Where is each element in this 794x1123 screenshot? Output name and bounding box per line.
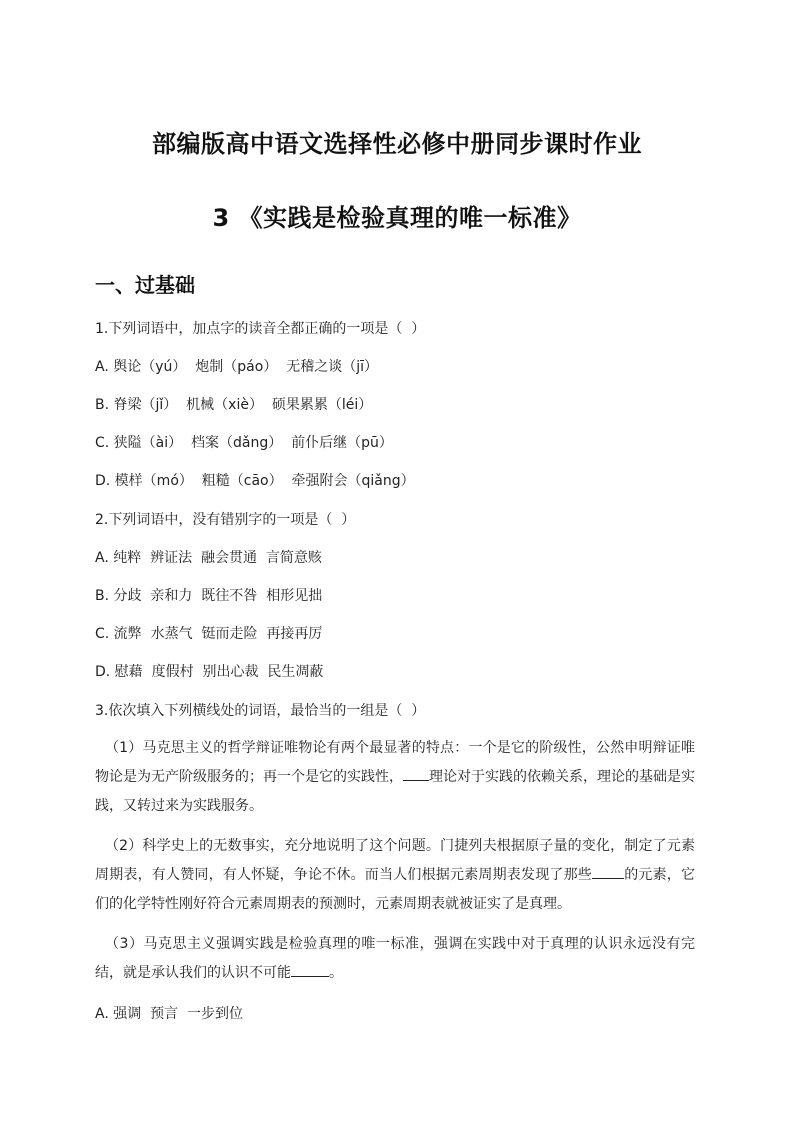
question-3-passage-2: [95, 832, 695, 919]
question-3-passage-3: [95, 930, 695, 988]
passage-3-text-b: 。: [329, 965, 343, 981]
question-2-option-c: C. 流弊 水蒸气 铤而走险 再接再厉: [95, 626, 323, 642]
question-2-stem: 2.下列词语中，没有错别字的一项是（ ）: [95, 512, 356, 528]
question-2-option-b: B. 分歧 亲和力 既往不咎 相形见拙: [95, 588, 323, 604]
question-1-option-c: C. 狭隘（ài） 档案（dǎng） 前仆后继（pū）: [95, 435, 393, 451]
section-heading: 一、过基础: [95, 273, 195, 297]
passage-2-text-b: 的元素，它们的化学特性刚好符合元素周期表的预测时，元素周期表就被证实了是真理。: [95, 867, 695, 912]
passage-2-text-a: （2）科学史上的无数事实，充分地说明了这个问题。门捷列夫根据原子量的变化，制定了元素周期表，有人赞同，有人怀疑，争论不休。而当人们根据元素周期表发现了那些: [95, 838, 695, 883]
question-1-stem: 1.下列词语中，加点字的读音全都正确的一项是（ ）: [95, 321, 426, 337]
fill-blank-3[interactable]: [291, 962, 329, 977]
fill-blank-2[interactable]: [592, 864, 624, 879]
document-title: 部编版高中语文选择性必修中册同步课时作业: [152, 130, 642, 158]
passage-3-text-a: （3）马克思主义强调实践是检验真理的唯一标准，强调在实践中对于真理的认识永远没有完结，就是承认我们的认识不可能: [95, 936, 695, 981]
question-1-option-a: A. 舆论（yú） 炮制（páo） 无稽之谈（jī）: [95, 359, 379, 375]
question-1-option-d: D. 模样（mó） 粗糙（cāo） 牵强附会（qiǎng）: [95, 473, 415, 489]
lesson-title: 3 《实践是检验真理的唯一标准》: [212, 204, 582, 232]
question-2-option-d: D. 慰藉 度假村 别出心裁 民生凋蔽: [95, 664, 324, 680]
question-2-option-a: A. 纯粹 辨证法 融会贯通 言简意赅: [95, 550, 322, 566]
question-3-option-a: A. 强调 预言 一步到位: [95, 1006, 244, 1022]
question-1-option-b: B. 脊梁（jǐ） 机械（xiè） 硕果累累（léi）: [95, 397, 373, 413]
fill-blank-1[interactable]: [403, 766, 429, 781]
passage-1-text-a: （1）马克思主义的哲学辩证唯物论有两个最显著的特点：一个是它的阶级性，公然申明辩证唯物论是为无产阶级服务的；再一个是它的实践性，: [95, 740, 695, 785]
passage-1-text-b: 理论对于实践的依赖关系，理论的基础是实践，又转过来为实践服务。: [95, 769, 695, 814]
question-3-passage-1: [95, 734, 695, 821]
question-3-stem: 3.依次填入下列横线处的词语，最恰当的一组是（ ）: [95, 703, 426, 719]
